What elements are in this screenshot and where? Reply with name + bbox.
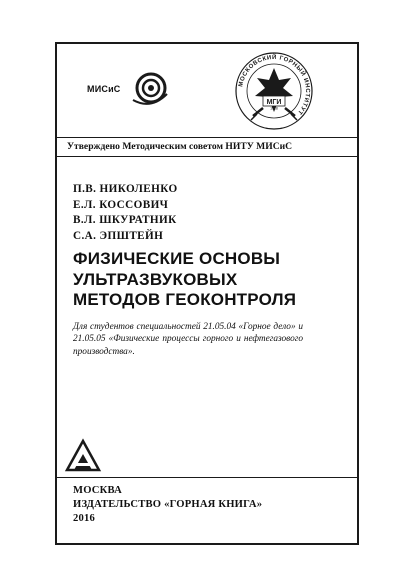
publisher-house: ИЗДАТЕЛЬСТВО «ГОРНАЯ КНИГА» — [73, 498, 263, 510]
book-title — [73, 249, 348, 311]
approval-line: Утверждено Методическим советом НИТУ МИСиС — [57, 137, 357, 157]
mgi-initials: МГИ — [266, 99, 282, 106]
publisher-logo — [64, 437, 102, 473]
title-line: МЕТОДОВ ГЕОКОНТРОЛЯ — [73, 290, 297, 309]
authors-list — [73, 182, 178, 244]
title-line: ФИЗИЧЕСКИЕ ОСНОВЫ — [73, 249, 281, 268]
mgi-ring-text: МОСКОВСКИЙ ГОРНЫЙ ИНСТИТУТ — [238, 54, 311, 116]
misis-name: МИСиС — [87, 84, 121, 94]
author-name: П.В. НИКОЛЕНКО — [73, 183, 178, 195]
author-name: Е.Л. КОССОВИЧ — [73, 198, 169, 211]
cover-frame — [55, 42, 359, 545]
title-line: УЛЬТРАЗВУКОВЫХ — [73, 269, 238, 289]
publication-year: 2016 — [73, 512, 95, 524]
publisher-divider — [57, 477, 357, 478]
mgi-year: 1918 — [270, 106, 278, 111]
publisher-block — [73, 484, 262, 525]
audience-note: Для студентов специальностей 21.05.04 «Горное дело» и 21.05.05 «Физические процессы горного и нефтегазового производства». — [73, 322, 303, 357]
author-name: В.Л. ШКУРАТНИК — [73, 214, 177, 227]
mgi-seal-lettering — [233, 50, 315, 132]
logos-area — [57, 44, 357, 134]
publisher-city: МОСКВА — [73, 485, 122, 496]
author-name: С.А. ЭПШТЕЙН — [73, 229, 164, 242]
